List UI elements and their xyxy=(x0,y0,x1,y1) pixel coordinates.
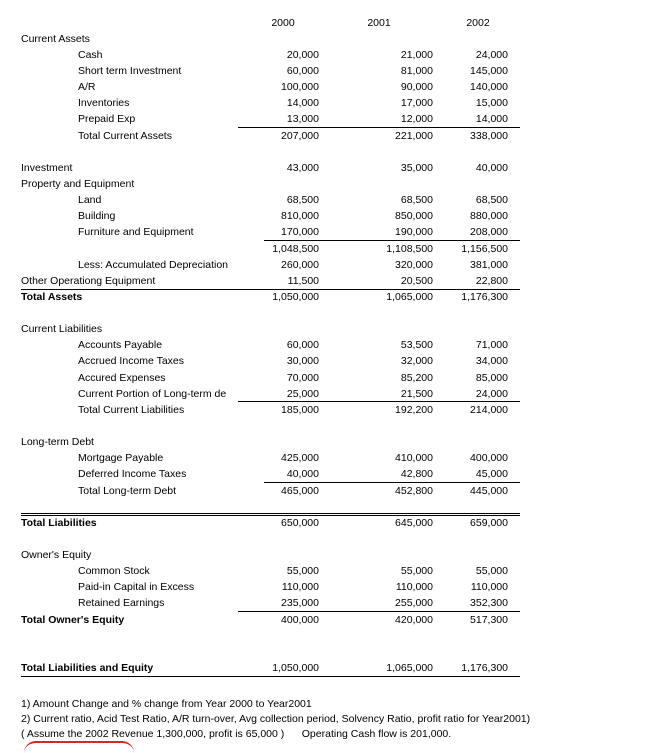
value-2000: 60,000 xyxy=(286,65,319,77)
table-row xyxy=(0,579,672,595)
row-label: Retained Earnings xyxy=(78,597,165,609)
row-label: Total Current Liabilities xyxy=(78,404,185,416)
value-2001: 190,000 xyxy=(395,226,433,238)
row-label: Other Operationg Equipment xyxy=(21,275,156,287)
value-2001: 21,000 xyxy=(400,49,433,61)
row-label: Prepaid Exp xyxy=(78,113,136,125)
value-2001: 42,800 xyxy=(400,468,433,480)
value-2000: 170,000 xyxy=(281,226,319,238)
row-label: Paid-in Capital in Excess xyxy=(78,581,195,593)
section-heading xyxy=(0,176,672,192)
red-pen-mark xyxy=(24,741,134,753)
value-2000: 185,000 xyxy=(281,404,319,416)
section-heading xyxy=(0,547,672,563)
value-2000: 68,500 xyxy=(286,194,319,206)
table-row xyxy=(0,224,672,240)
year-header-2000: 2000 xyxy=(271,17,295,29)
value-2001: 420,000 xyxy=(395,614,433,626)
row-label: Short term Investment xyxy=(78,65,182,77)
row-label: Accounts Payable xyxy=(78,339,163,351)
table-row xyxy=(0,337,672,353)
table-row xyxy=(0,595,672,611)
table-row xyxy=(0,450,672,466)
total-row xyxy=(0,612,672,628)
table-row xyxy=(0,63,672,79)
total-row xyxy=(0,402,672,418)
table-row xyxy=(0,79,672,95)
value-2001: 53,500 xyxy=(400,339,433,351)
value-2002: 445,000 xyxy=(470,485,508,497)
value-2001: 221,000 xyxy=(395,130,433,142)
table-row xyxy=(0,111,672,127)
table-row xyxy=(0,47,672,63)
value-2002: 1,176,300 xyxy=(461,291,508,303)
row-label: Land xyxy=(78,194,102,206)
row-label: Mortgage Payable xyxy=(78,452,164,464)
total-row xyxy=(0,289,672,305)
row-label: Owner's Equity xyxy=(21,549,92,561)
value-2002: 55,000 xyxy=(475,565,508,577)
value-2000: 1,050,000 xyxy=(272,662,319,674)
year-header-row xyxy=(0,15,672,31)
total-row xyxy=(0,515,672,531)
value-2001: 255,000 xyxy=(395,597,433,609)
underline-rule xyxy=(21,513,520,514)
total-row xyxy=(0,483,672,499)
row-label: Accured Expenses xyxy=(78,372,166,384)
year-header-2002: 2002 xyxy=(466,17,490,29)
value-2000: 235,000 xyxy=(281,597,319,609)
value-2001: 1,065,000 xyxy=(386,662,433,674)
value-2001: 17,000 xyxy=(400,97,433,109)
table-row xyxy=(0,257,672,273)
row-label: Total Liabilities and Equity xyxy=(21,662,154,674)
table-row xyxy=(0,208,672,224)
total-row xyxy=(0,128,672,144)
value-2001: 645,000 xyxy=(395,517,433,529)
underline-rule xyxy=(21,676,520,677)
question-assumption: ( Assume the 2002 Revenue 1,300,000, profit is 65,000 ) Operating Cash flow is 201,000. xyxy=(21,728,452,740)
value-2000: 60,000 xyxy=(286,339,319,351)
row-label: Deferred Income Taxes xyxy=(78,468,187,480)
value-2002: 880,000 xyxy=(470,210,508,222)
value-2001: 320,000 xyxy=(395,259,433,271)
table-row xyxy=(0,466,672,482)
value-2002: 208,000 xyxy=(470,226,508,238)
value-2002: 22,800 xyxy=(475,275,508,287)
table-row xyxy=(0,563,672,579)
value-2001: 452,800 xyxy=(395,485,433,497)
row-label: Current Liabilities xyxy=(21,323,103,335)
grand-total-row xyxy=(0,660,672,676)
value-2002: 71,000 xyxy=(475,339,508,351)
value-2002: 517,300 xyxy=(470,614,508,626)
value-2000: 11,500 xyxy=(287,275,319,287)
value-2000: 40,000 xyxy=(286,468,319,480)
value-2000: 55,000 xyxy=(286,565,319,577)
table-row xyxy=(0,386,672,402)
value-2000: 650,000 xyxy=(281,517,319,529)
table-row xyxy=(0,160,672,176)
row-label: Inventories xyxy=(78,97,130,109)
row-label: Cash xyxy=(78,49,103,61)
value-2000: 400,000 xyxy=(281,614,319,626)
row-label: Building xyxy=(78,210,116,222)
value-2000: 25,000 xyxy=(286,388,319,400)
row-label: Total Owner's Equity xyxy=(21,614,125,626)
value-2002: 214,000 xyxy=(470,404,508,416)
value-2000: 13,000 xyxy=(286,113,319,125)
value-2001: 55,000 xyxy=(400,565,433,577)
question-1: 1) Amount Change and % change from Year 2000 to Year2001 xyxy=(21,698,312,710)
value-2001: 32,000 xyxy=(400,355,433,367)
section-heading xyxy=(0,434,672,450)
value-2000: 110,000 xyxy=(281,581,319,593)
value-2001: 68,500 xyxy=(400,194,433,206)
value-2001: 192,200 xyxy=(395,404,433,416)
value-2001: 35,000 xyxy=(400,162,433,174)
value-2002: 85,000 xyxy=(475,372,508,384)
value-2000: 100,000 xyxy=(281,81,319,93)
value-2000: 425,000 xyxy=(281,452,319,464)
value-2002: 400,000 xyxy=(470,452,508,464)
value-2000: 1,050,000 xyxy=(272,291,319,303)
value-2002: 1,156,500 xyxy=(461,243,508,255)
value-2001: 410,000 xyxy=(395,452,433,464)
value-2002: 140,000 xyxy=(470,81,508,93)
section-heading xyxy=(0,321,672,337)
subtotal-row xyxy=(0,241,672,257)
row-label: Current Assets xyxy=(21,33,90,45)
value-2002: 145,000 xyxy=(470,65,508,77)
table-row xyxy=(0,353,672,369)
value-2001: 21,500 xyxy=(400,388,433,400)
value-2001: 81,000 xyxy=(400,65,433,77)
value-2000: 30,000 xyxy=(286,355,319,367)
row-label: Property and Equipment xyxy=(21,178,135,190)
row-label: Total Assets xyxy=(21,291,83,303)
row-label: Furniture and Equipment xyxy=(78,226,194,238)
value-2002: 659,000 xyxy=(470,517,508,529)
value-2002: 40,000 xyxy=(475,162,508,174)
value-2000: 43,000 xyxy=(286,162,319,174)
table-row xyxy=(0,95,672,111)
value-2000: 207,000 xyxy=(281,130,319,142)
row-label: Total Current Assets xyxy=(78,130,172,142)
table-row xyxy=(0,370,672,386)
value-2002: 352,300 xyxy=(470,597,508,609)
value-2001: 850,000 xyxy=(395,210,433,222)
row-label: Long-term Debt xyxy=(21,436,94,448)
value-2002: 24,000 xyxy=(475,388,508,400)
value-2001: 110,000 xyxy=(395,581,433,593)
year-header-2001: 2001 xyxy=(367,17,391,29)
value-2000: 70,000 xyxy=(286,372,319,384)
row-label: A/R xyxy=(78,81,96,93)
value-2001: 90,000 xyxy=(400,81,433,93)
section-heading xyxy=(0,31,672,47)
value-2000: 20,000 xyxy=(286,49,319,61)
row-label: Current Portion of Long-term de xyxy=(78,388,227,400)
row-label: Less: Accumulated Depreciation xyxy=(78,259,228,271)
value-2001: 1,108,500 xyxy=(386,243,433,255)
value-2000: 260,000 xyxy=(281,259,319,271)
value-2002: 15,000 xyxy=(475,97,508,109)
question-2: 2) Current ratio, Acid Test Ratio, A/R turn-over, Avg collection period, Solvency Ratio, profit ratio for Year2001) xyxy=(21,713,531,725)
value-2002: 110,000 xyxy=(470,581,508,593)
value-2002: 45,000 xyxy=(475,468,508,480)
row-label: Common Stock xyxy=(78,565,150,577)
value-2000: 810,000 xyxy=(281,210,319,222)
value-2001: 12,000 xyxy=(400,113,433,125)
value-2002: 68,500 xyxy=(475,194,508,206)
value-2002: 338,000 xyxy=(470,130,508,142)
value-2001: 1,065,000 xyxy=(386,291,433,303)
table-row xyxy=(0,273,672,289)
row-label: Total Long-term Debt xyxy=(78,485,177,497)
value-2002: 34,000 xyxy=(475,355,508,367)
table-row xyxy=(0,192,672,208)
row-label: Accrued Income Taxes xyxy=(78,355,185,367)
value-2002: 1,176,300 xyxy=(461,662,508,674)
value-2002: 381,000 xyxy=(470,259,508,271)
value-2000: 14,000 xyxy=(286,97,319,109)
value-2001: 20,500 xyxy=(400,275,433,287)
value-2001: 85,200 xyxy=(400,372,433,384)
value-2000: 465,000 xyxy=(281,485,319,497)
value-2002: 14,000 xyxy=(475,113,508,125)
row-label: Total Liabilities xyxy=(21,517,97,529)
value-2000: 1,048,500 xyxy=(272,243,319,255)
value-2002: 24,000 xyxy=(475,49,508,61)
row-label: Investment xyxy=(21,162,73,174)
